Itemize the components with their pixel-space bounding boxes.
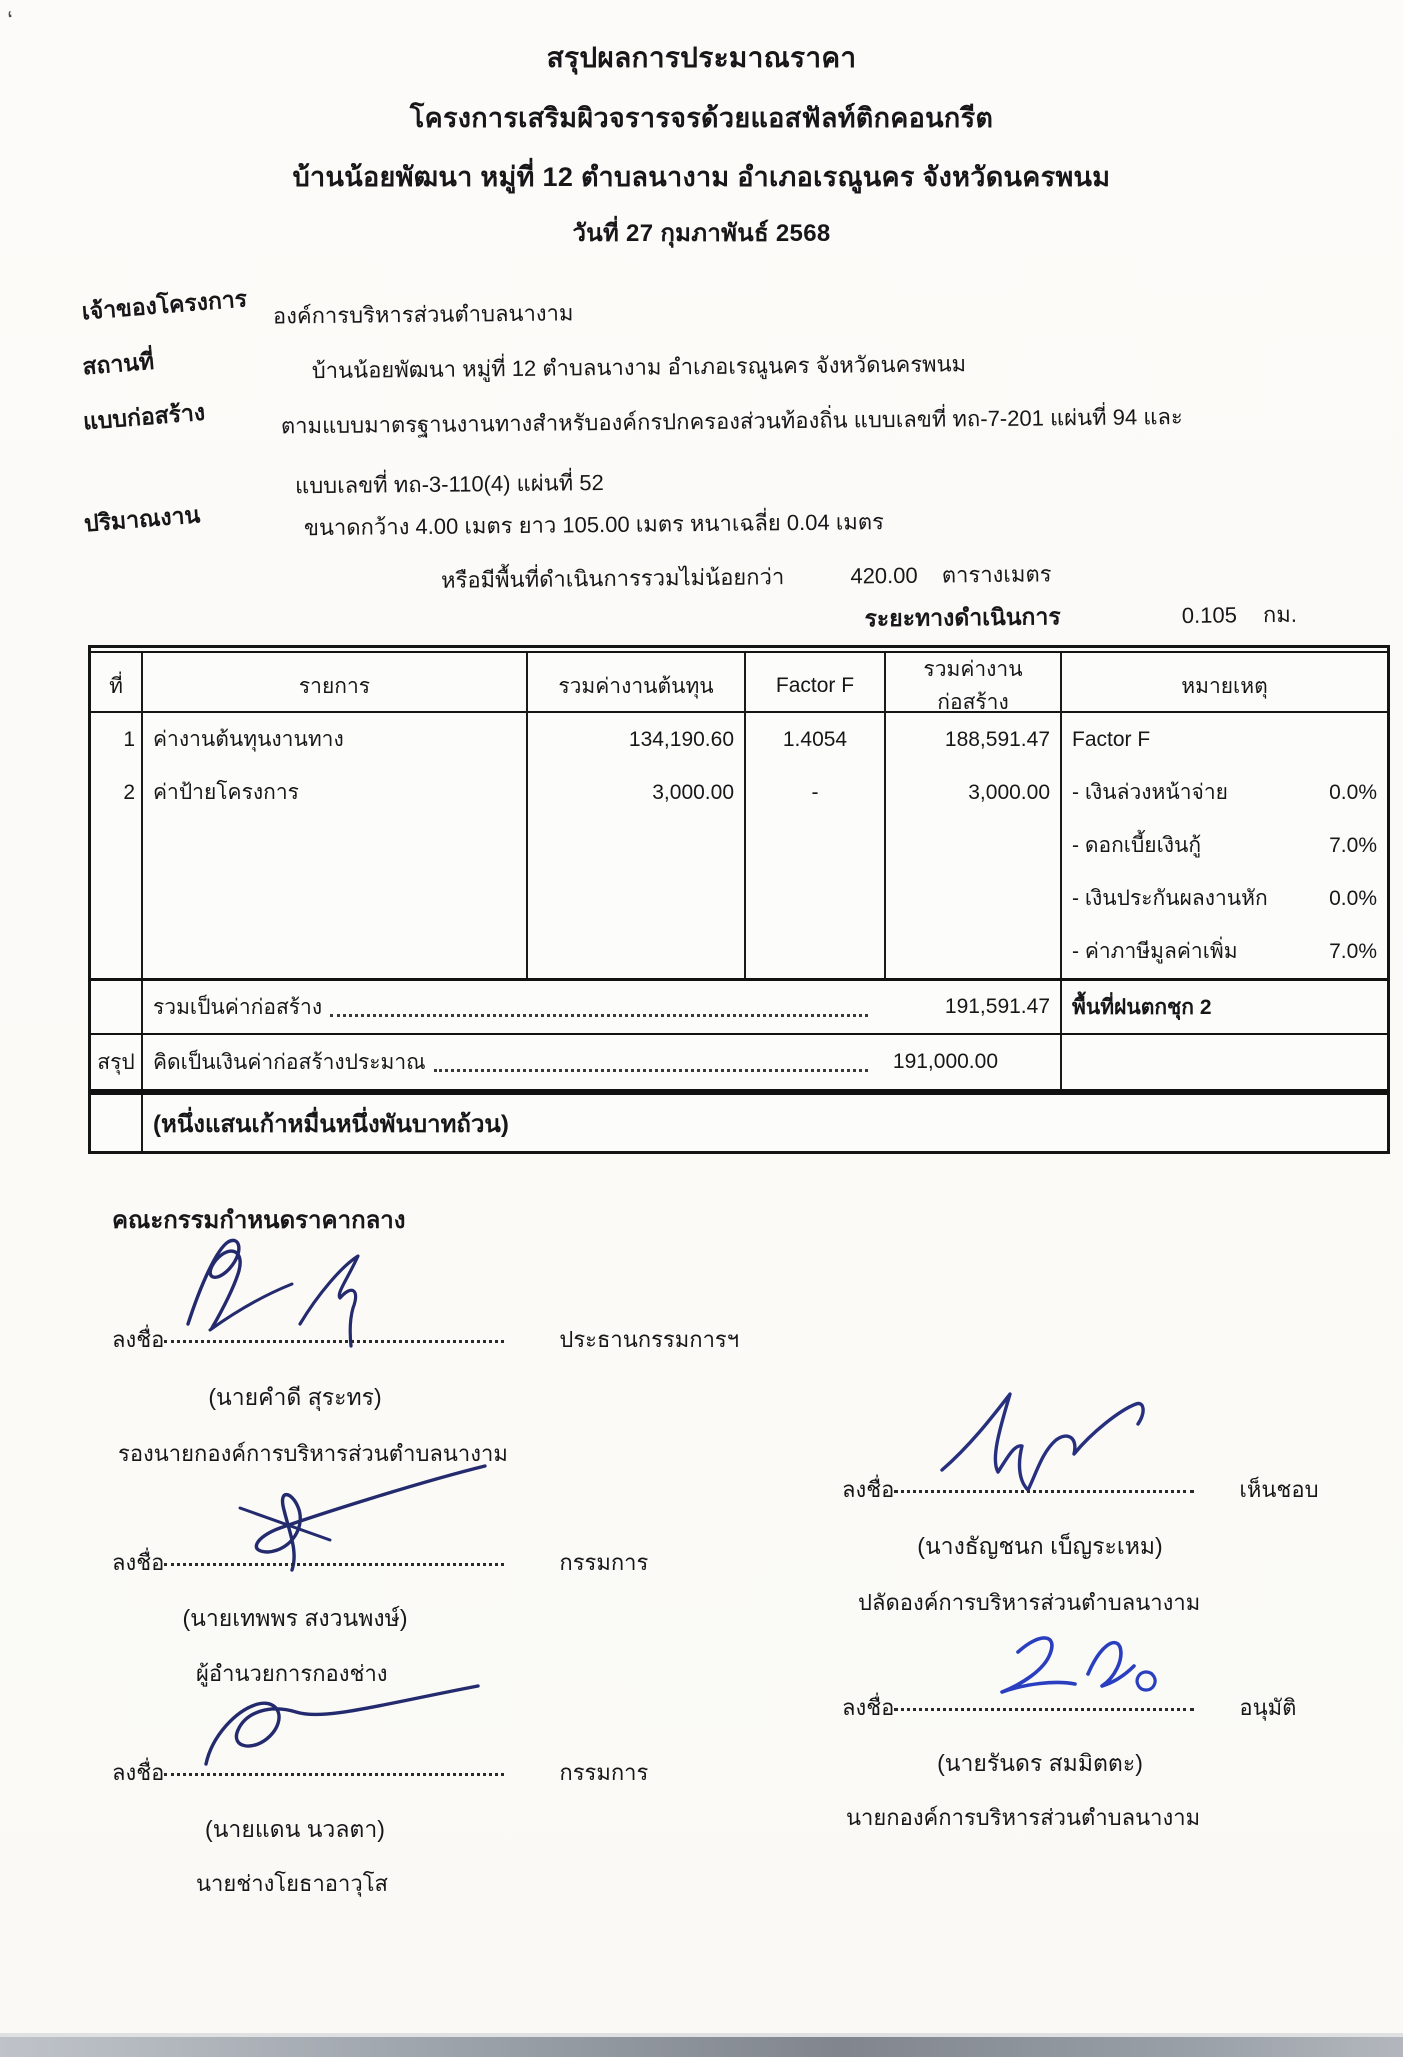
row1-item: ค่างานต้นทุนงานทาง (143, 713, 528, 766)
header-factor-f: Factor F (746, 653, 886, 719)
doc-project-title: โครงการเสริมผิวจรารจรด้วยแอสฟัลท์ติกคอนกรีต (409, 103, 994, 133)
remark-pct: 0.0% (1329, 780, 1377, 804)
sign-label: ลงชื่อ (112, 1327, 165, 1352)
summary-no: สรุป (91, 1035, 143, 1089)
remark-text: - ค่าภาษีมูลค่าเพิ่ม (1072, 940, 1238, 963)
signature-line (894, 1708, 1194, 1711)
header-total: รวมค่างานก่อสร้าง (886, 653, 1062, 719)
sign-role: อนุมัติ (1239, 1695, 1297, 1720)
sign-row-chairman (112, 1322, 739, 1357)
owner-value: องค์การบริหารส่วนตำบลนางาม (272, 300, 574, 329)
signer-name: (นายคำดี สุระทร) (208, 1384, 382, 1410)
quantity-value: ขนาดกว้าง 4.00 เมตร ยาว 105.00 เมตร หนาเฉลี่ย 0.04 เมตร (303, 509, 885, 541)
remark-pct: 7.0% (1329, 939, 1377, 963)
header-cost: รวมค่างานต้นทุน (528, 653, 746, 719)
drawing-label: แบบก่อสร้าง (82, 398, 207, 435)
drawing-value-line2: แบบเลขที่ ทถ-3-110(4) แผ่นที่ 52 (294, 470, 604, 499)
sign-label: ลงชื่อ (842, 1695, 895, 1720)
distance-label: ระยะทางดำเนินการ (864, 603, 1061, 632)
subtotal-remark: พื้นที่ฝนตกชุก 2 (1072, 995, 1212, 1019)
signer-name: (นายเทพพร สงวนพงษ์) (182, 1605, 408, 1631)
header-remark: หมายเหตุ (1181, 674, 1268, 698)
sign-row-member1 (112, 1545, 648, 1580)
sign-label: ลงชื่อ (112, 1550, 165, 1575)
signature-line (164, 1773, 504, 1776)
row2-item: ค่าป้ายโครงการ (143, 766, 528, 819)
doc-date: วันที่ 27 กุมภาพันธ์ 2568 (572, 220, 831, 247)
summary-value: 191,000.00 (886, 1035, 1062, 1089)
committee-title: คณะกรรมกำหนดราคากลาง (112, 1207, 406, 1234)
sign-label: ลงชื่อ (842, 1477, 895, 1502)
signature-line (164, 1563, 504, 1566)
signer-name: (นายรันดร สมมิตตะ) (937, 1750, 1143, 1776)
location-value: บ้านน้อยพัฒนา หมู่ที่ 12 ตำบลนางาม อำเภอเรณูนคร จังหวัดนครพนม (311, 351, 967, 384)
row2-no: 2 (91, 766, 143, 819)
row2-total: 3,000.00 (886, 766, 1062, 819)
signer-position: รองนายกองค์การบริหารส่วนตำบลนางาม (118, 1441, 508, 1466)
row2-cost: 3,000.00 (528, 766, 746, 819)
row1-no: 1 (91, 713, 143, 766)
signer-position: นายกองค์การบริหารส่วนตำบลนางาม (846, 1805, 1201, 1830)
doc-title: สรุปผลการประมาณราคา (546, 42, 857, 73)
quantity-label: ปริมาณงาน (83, 501, 202, 537)
signer-name: (นายแดน นวลตา) (205, 1816, 385, 1842)
signer-position: นายช่างโยธาอาวุโส (196, 1871, 388, 1896)
subtotal-value: 191,591.47 (886, 981, 1062, 1033)
sign-label: ลงชื่อ (112, 1760, 165, 1785)
summary-label: คิดเป็นเงินค่าก่อสร้างประมาณ (153, 1050, 426, 1074)
remark-text: - เงินล่วงหน้าจ่าย (1072, 781, 1228, 804)
remark-text: - ดอกเบี้ยเงินกู้ (1072, 834, 1202, 857)
sign-role: กรรมการ (559, 1550, 649, 1575)
sign-role: กรรมการ (559, 1760, 649, 1785)
header-item: รายการ (143, 653, 528, 719)
doc-location-title: บ้านน้อยพัฒนา หมู่ที่ 12 ตำบลนางาม อำเภอเรณูนคร จังหวัดนครพนม (292, 162, 1111, 192)
sign-row-authorize (842, 1690, 1296, 1725)
signer-name: (นางธัญชนก เบ็ญระเหม) (917, 1533, 1163, 1559)
sign-row-approve (842, 1472, 1319, 1507)
scan-bottom-edge (0, 2037, 1403, 2057)
remark-text: - เงินประกันผลงานหัก (1072, 887, 1268, 910)
row1-factor: 1.4054 (746, 713, 886, 766)
area-value: 420.00 (850, 562, 918, 589)
signer-position: ปลัดองค์การบริหารส่วนตำบลนางาม (858, 1590, 1201, 1615)
row1-cost: 134,190.60 (528, 713, 746, 766)
distance-unit: กม. (1262, 601, 1298, 628)
remark-pct: 0.0% (1329, 886, 1377, 910)
location-label: สถานที่ (81, 347, 156, 380)
sign-role: ประธานกรรมการฯ (559, 1327, 740, 1352)
sign-role: เห็นชอบ (1239, 1477, 1319, 1502)
area-unit: ตารางเมตร (941, 561, 1052, 588)
subtotal-label: รวมเป็นค่าก่อสร้าง (153, 995, 323, 1019)
signature-line (164, 1340, 504, 1343)
sign-row-member2 (112, 1755, 648, 1790)
distance-value: 0.105 (1181, 602, 1237, 629)
remark-text: Factor F (1072, 727, 1151, 751)
owner-label: เจ้าของโครงการ (80, 285, 248, 325)
row1-total: 188,591.47 (886, 713, 1062, 766)
signer-position: ผู้อำนวยการกองช่าง (196, 1661, 388, 1686)
remark-pct: 7.0% (1329, 833, 1377, 857)
scan-pen-mark: ʻ (5, 5, 16, 37)
amount-in-words: (หนึ่งแสนเก้าหมื่นหนึ่งพันบาทถ้วน) (153, 1110, 509, 1138)
area-label: หรือมีพื้นที่ดำเนินการรวมไม่น้อยกว่า (440, 564, 785, 593)
row2-factor: - (746, 766, 886, 819)
header-no: ที่ (91, 653, 143, 719)
drawing-value-line1: ตามแบบมาตรฐานงานทางสำหรับองค์กรปกครองส่วนท้องถิ่น แบบเลขที่ ทถ-7-201 แผ่นที่ 94 และ (280, 403, 1183, 439)
signature-line (894, 1490, 1194, 1493)
